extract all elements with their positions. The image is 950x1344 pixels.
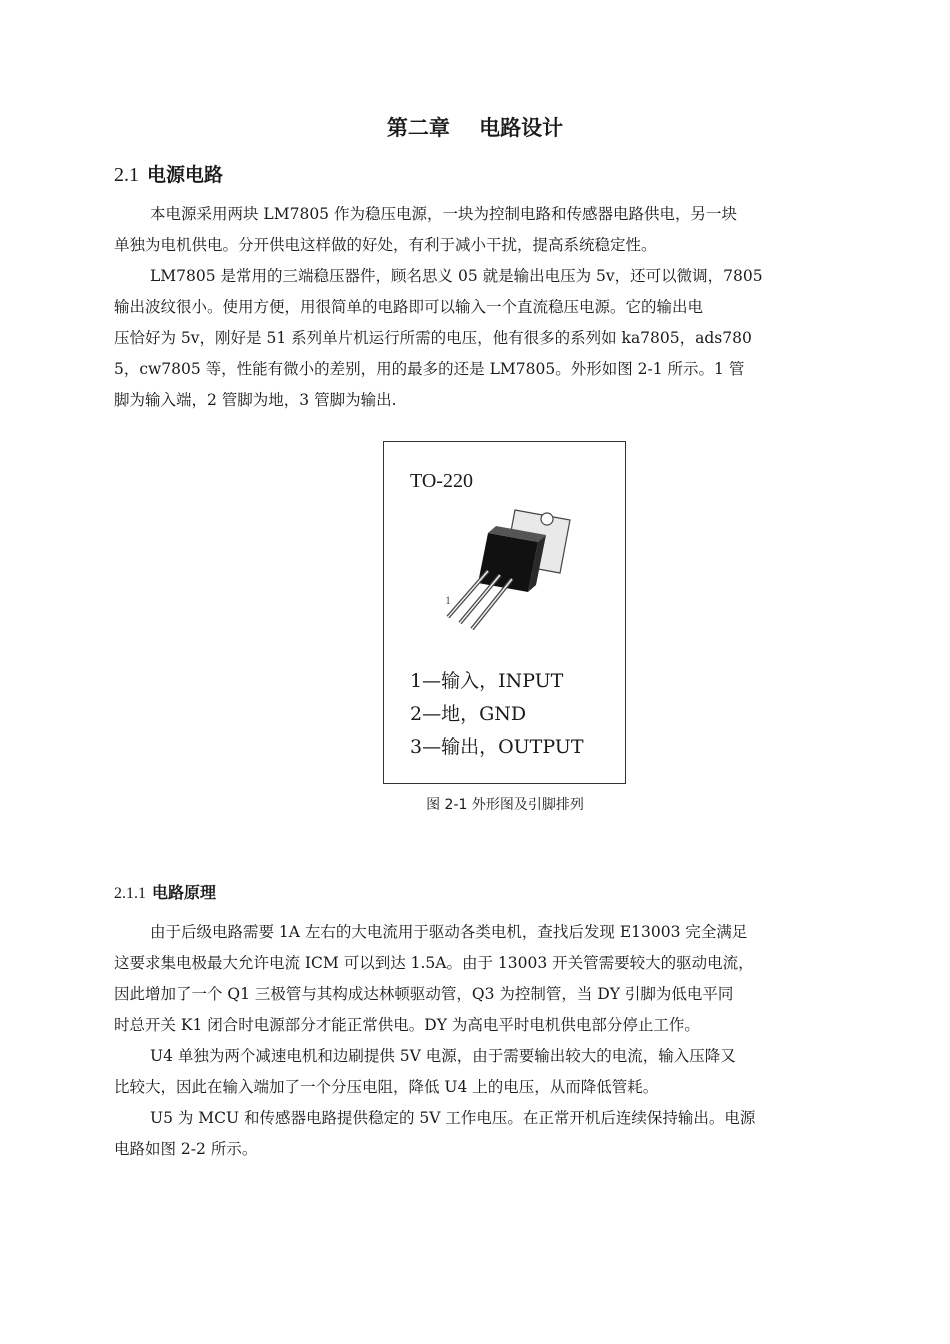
- intro-paragraph-2: [114, 261, 862, 416]
- body-paragraph-1: [114, 917, 862, 1041]
- intro-paragraph-1: [114, 199, 862, 261]
- text-line: U5 为 MCU 和传感器电路提供稳定的 5V 工作电压。在正常开机后连续保持输出。电源: [150, 1109, 756, 1127]
- text-line: U4 单独为两个减速电机和边刷提供 5V 电源，由于需要输出较大的电流，输入压降又: [150, 1047, 736, 1065]
- section-title: 电源电路: [147, 164, 224, 186]
- text-line: 这要求集电极最大允许电流 ICM 可以到达 1.5A。由于 13003 开关管需要较大的驱动电流，: [114, 954, 754, 972]
- subsection-number: 2.1.1: [114, 885, 146, 902]
- text-line: 单独为电机供电。分开供电这样做的好处，有利于减小干扰，提高系统稳定性。: [114, 236, 657, 254]
- text-line: LM7805 是常用的三端稳压器件，顾名思义 05 就是输出电压为 5v，还可以微调，7805: [150, 267, 763, 285]
- text-line: 由于后级电路需要 1A 左右的大电流用于驱动各类电机，查找后发现 E13003 完全满足: [150, 923, 748, 941]
- pin-label-2: 2—地，GND: [410, 703, 527, 725]
- text-line: 时总开关 K1 闭合时电源部分才能正常供电。DY 为高电平时电机供电部分停止工作。: [114, 1016, 700, 1034]
- section-number: 2.1: [114, 164, 139, 186]
- body-paragraph-2: [114, 1041, 862, 1103]
- figure-caption: 图 2-1 外形图及引脚排列: [426, 797, 584, 813]
- text-line: 因此增加了一个 Q1 三极管与其构成达林顿驱动管，Q3 为控制管，当 DY 引脚为低电平同: [114, 985, 734, 1003]
- pin-label-3: 3—输出，OUTPUT: [410, 736, 584, 758]
- package-label: TO-220: [410, 470, 473, 492]
- to220-component-icon: [430, 495, 580, 635]
- text-line: 比较大，因此在输入端加了一个分压电阻，降低 U4 上的电压，从而降低管耗。: [114, 1078, 659, 1096]
- text-line: 脚为输入端，2 管脚为地，3 管脚为输出.: [114, 391, 397, 409]
- text-line: 电路如图 2-2 所示。: [114, 1140, 258, 1158]
- subsection-heading: [114, 880, 216, 903]
- pin-1-marker: 1: [445, 593, 451, 607]
- body-paragraph-3: [114, 1103, 862, 1165]
- chapter-title: 第二章 电路设计: [386, 116, 564, 140]
- text-line: 压恰好为 5v，刚好是 51 系列单片机运行所需的电压，他有很多的系列如 ka7805，ads780: [114, 329, 752, 347]
- text-line: 本电源采用两块 LM7805 作为稳压电源，一块为控制电路和传感器电路供电，另一块: [150, 205, 737, 223]
- text-line: 5，cw7805 等，性能有微小的差别，用的最多的还是 LM7805。外形如图 2-1 所示。1 管: [114, 360, 745, 378]
- section-heading: [114, 160, 223, 187]
- text-line: 输出波纹很小。使用方便，用很简单的电路即可以输入一个直流稳压电源。它的输出电: [114, 298, 704, 316]
- subsection-title: 电路原理: [152, 883, 217, 902]
- pin-label-1: 1—输入，INPUT: [410, 670, 564, 692]
